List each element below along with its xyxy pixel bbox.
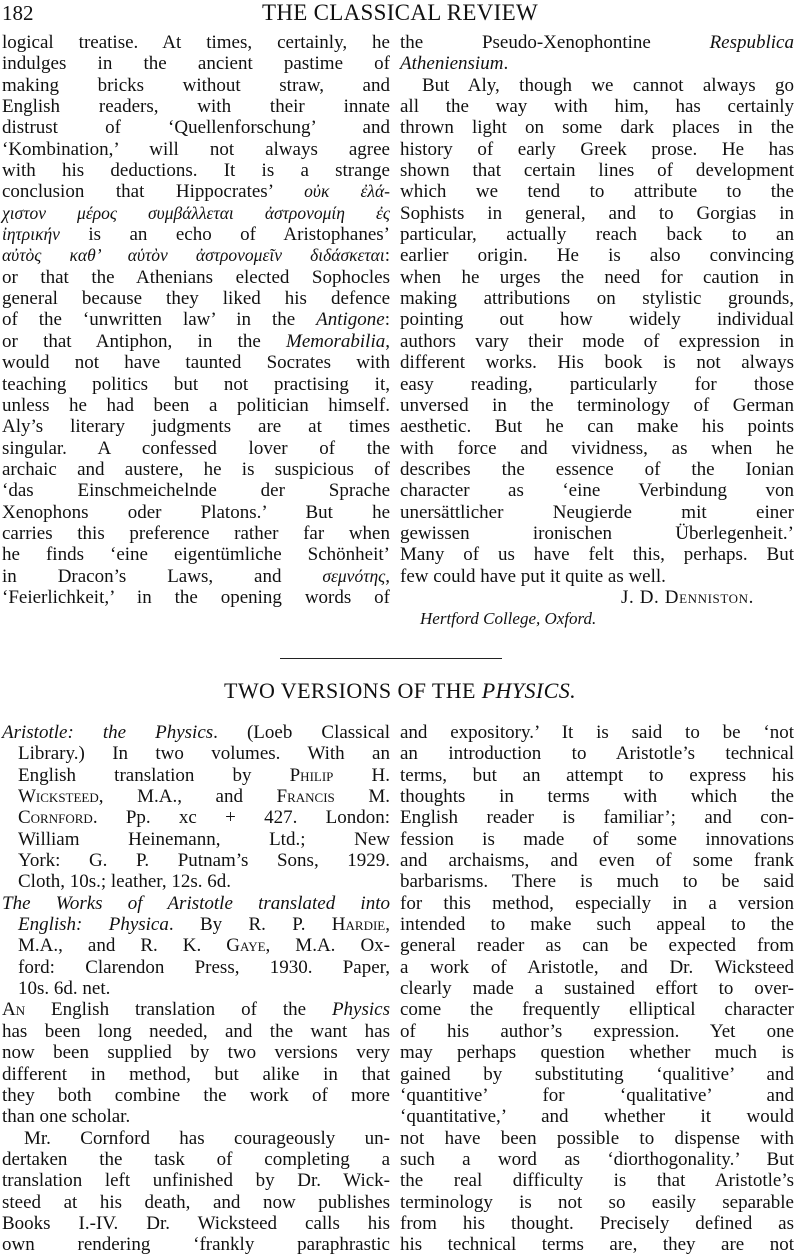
text-run: thrown light on some dark places in the xyxy=(400,117,794,139)
text-line xyxy=(2,309,390,330)
text-run: general because they liked his defence xyxy=(2,288,390,310)
text-line xyxy=(2,267,390,288)
bib-block xyxy=(2,722,390,893)
text-line xyxy=(2,1064,390,1085)
italic-text: Memorabilia xyxy=(286,330,386,352)
text-line xyxy=(2,1085,390,1106)
text-run: Library.) In two volumes. With an xyxy=(18,743,390,765)
text-run: dertaken the task of completing a xyxy=(2,1148,390,1170)
text-line xyxy=(2,871,390,892)
section-divider xyxy=(280,658,502,659)
text-run: . Pp. xc + 427. London: xyxy=(92,807,390,829)
greek-quotation: χιστον μέρος συμβάλλεται ἀστρονομίη ἐς xyxy=(2,202,390,223)
text-run: may perhaps question whether much is xyxy=(400,1042,794,1064)
text-line xyxy=(2,722,390,743)
flush-block xyxy=(2,32,390,608)
text-line xyxy=(2,893,390,914)
text-run: character as ‘eine Verbindung von xyxy=(400,480,794,502)
text-run: easy reading, particularly for those xyxy=(400,373,794,395)
text-run: . By R. P. xyxy=(168,914,332,936)
bottom-right-column xyxy=(400,722,794,1256)
text-line xyxy=(400,786,794,807)
text-run: history of early Greek prose. He has xyxy=(400,138,794,160)
text-run: English reader is familiar’; and con- xyxy=(400,807,794,829)
text-run: earlier origin. He is also convincing xyxy=(400,245,794,267)
text-run: making attributions on stylistic grounds, xyxy=(400,288,794,310)
text-run: teaching politics but not practising it, xyxy=(2,373,390,395)
text-line xyxy=(400,587,794,608)
text-line xyxy=(400,1192,794,1213)
text-run: own rendering ‘frankly paraphrastic xyxy=(2,1234,390,1256)
text-run: the Pseudo-Xenophontine xyxy=(400,32,710,53)
text-run: unersättlicher Neugierde mit einer xyxy=(400,501,794,523)
text-line xyxy=(2,96,390,117)
greek-quotation: οὐκ ἐλά- xyxy=(304,181,390,202)
text-run: English translation of the xyxy=(25,999,332,1021)
text-run: , M.A. Ox- xyxy=(265,935,390,957)
text-run: ‘das Einschmeichelnde der Sprache xyxy=(2,480,390,502)
text-run: logical treatise. At times, certainly, he xyxy=(2,32,390,53)
text-line xyxy=(400,1149,794,1170)
text-line xyxy=(2,459,390,480)
text-run: indulges in the ancient pastime of xyxy=(2,53,390,75)
text-line xyxy=(2,75,390,96)
greek-quotation: αὐτὸς καθ’ αὑτὸν ἀστρονομεῖν διδάσκεται xyxy=(2,245,385,266)
bib-block xyxy=(2,893,390,1000)
text-line xyxy=(400,331,794,352)
text-line xyxy=(2,117,390,138)
text-line xyxy=(400,608,794,629)
text-line xyxy=(400,502,794,523)
text-run: a work of Aristotle, and Dr. Wicksteed xyxy=(400,956,794,978)
text-line xyxy=(400,1128,794,1149)
text-run: English translation by xyxy=(18,764,290,786)
text-line xyxy=(2,224,390,245)
italic-text: English: Physica xyxy=(18,914,169,936)
text-line xyxy=(400,139,794,160)
text-run: fession is made of some innovations xyxy=(400,828,794,850)
text-run: all the way with him, has certainly xyxy=(400,96,794,118)
text-line xyxy=(2,807,390,828)
text-run: different works. His book is not always xyxy=(400,352,794,374)
text-run: carries this preference rather far when xyxy=(2,522,390,544)
page-number: 182 xyxy=(2,1,34,25)
text-line xyxy=(2,850,390,871)
text-line xyxy=(400,96,794,117)
text-run: steed at his death, and now publishes xyxy=(2,1191,390,1213)
text-line xyxy=(400,1085,794,1106)
text-run: archaic and austere, he is suspicious of xyxy=(2,458,390,480)
text-run: conclusion that Hippocrates’ xyxy=(2,181,305,203)
text-line xyxy=(400,1042,794,1063)
text-run: ‘Feierlichkeit,’ in the opening words of xyxy=(2,586,390,608)
text-line xyxy=(400,181,794,202)
text-run: would not have taunted Socrates with xyxy=(2,352,390,374)
text-run: distrust of ‘Quellenforschung’ and xyxy=(2,117,390,139)
text-run: York: G. P. Putnam’s Sons, 1929. xyxy=(18,850,390,872)
text-line xyxy=(2,395,390,416)
text-run: general reader as can be expected from xyxy=(400,935,794,957)
text-line xyxy=(2,203,390,224)
text-run: H. xyxy=(333,764,390,786)
text-line xyxy=(2,1170,390,1191)
text-run: terms, but an attempt to express his xyxy=(400,764,794,786)
text-run: , xyxy=(385,565,390,587)
text-line xyxy=(2,914,390,935)
text-line xyxy=(400,395,794,416)
greek-quotation: ἰητρικήν xyxy=(2,224,60,245)
text-line xyxy=(2,1149,390,1170)
text-line xyxy=(2,786,390,807)
text-line xyxy=(400,203,794,224)
text-run: of the ‘unwritten law’ in the xyxy=(2,309,317,331)
text-run: . (Loeb Classical xyxy=(213,722,390,743)
text-line xyxy=(400,245,794,266)
text-line xyxy=(400,544,794,565)
italic-text: Atheniensium xyxy=(400,53,504,75)
text-run: : xyxy=(384,245,390,267)
text-line xyxy=(400,288,794,309)
text-line xyxy=(2,1192,390,1213)
text-run: Hertford College, Oxford. xyxy=(420,609,597,629)
text-line xyxy=(2,181,390,202)
text-run: he finds ‘eine eigentümliche Schönheit’ xyxy=(2,544,390,566)
text-line xyxy=(400,438,794,459)
top-left-column xyxy=(2,32,390,608)
text-run: Cloth, 10s.; leather, 12s. 6d. xyxy=(18,871,231,893)
text-line xyxy=(2,999,390,1020)
text-line xyxy=(400,935,794,956)
text-run: terminology is not so easily separable xyxy=(400,1191,794,1213)
text-run: than one scholar. xyxy=(2,1106,131,1128)
text-line xyxy=(2,935,390,956)
text-line xyxy=(2,416,390,437)
text-line xyxy=(400,1170,794,1191)
text-line xyxy=(2,1213,390,1234)
italic-text: Physics xyxy=(331,999,390,1021)
bottom-left-column xyxy=(2,722,390,1256)
text-line xyxy=(400,352,794,373)
text-line xyxy=(2,245,390,266)
affiliation-block xyxy=(400,608,794,629)
section-title-text: TWO VERSIONS OF THE xyxy=(223,678,482,703)
text-run: Books I.-IV. Dr. Wicksteed calls his xyxy=(2,1212,390,1234)
text-line xyxy=(2,160,390,181)
text-line xyxy=(2,139,390,160)
text-run: M.A., and R. K. xyxy=(18,935,227,957)
text-run: of his author’s expression. Yet one xyxy=(400,1020,794,1042)
text-run: M. xyxy=(334,786,390,808)
text-line xyxy=(400,459,794,480)
italic-text: Aristotle: the Physics xyxy=(2,722,214,743)
text-run: particular, actually reach back to an xyxy=(400,224,794,246)
text-line xyxy=(2,765,390,786)
small-caps-name: Wicksteed xyxy=(18,786,99,808)
text-line xyxy=(400,1234,794,1255)
top-right-column xyxy=(400,32,794,630)
text-line xyxy=(400,1021,794,1042)
text-line xyxy=(400,978,794,999)
flush-block xyxy=(400,32,794,75)
text-line xyxy=(400,480,794,501)
text-run: gewissen ironischen Überlegenheit.’ xyxy=(400,522,794,544)
text-run: Mr. Cornford has courageously un- xyxy=(24,1127,390,1149)
text-line xyxy=(2,352,390,373)
text-line xyxy=(2,1042,390,1063)
text-run: such a word as ‘diorthogonality.’ But xyxy=(400,1148,794,1170)
text-line xyxy=(400,765,794,786)
text-run: translation left unfinished by Dr. Wick- xyxy=(2,1170,390,1192)
text-run: not have been possible to dispense with xyxy=(400,1127,794,1149)
text-line xyxy=(2,743,390,764)
small-caps-name: Cornford xyxy=(18,807,93,829)
text-line xyxy=(2,438,390,459)
text-line xyxy=(400,807,794,828)
text-run: Sophists in general, and to Gorgias in xyxy=(400,202,794,224)
text-run: when he urges the need for caution in xyxy=(400,266,794,288)
text-line xyxy=(400,224,794,245)
italic-text: Antigone xyxy=(316,309,385,331)
text-line xyxy=(2,978,390,999)
text-line xyxy=(400,75,794,96)
text-line xyxy=(400,160,794,181)
text-run: now been supplied by two versions very xyxy=(2,1042,390,1064)
text-line xyxy=(2,544,390,565)
text-line xyxy=(2,480,390,501)
text-line xyxy=(400,829,794,850)
text-line xyxy=(400,1213,794,1234)
text-line xyxy=(400,267,794,288)
text-run: and archaisms, and even of some frank xyxy=(400,850,794,872)
text-run: come the frequently elliptical character xyxy=(400,999,794,1021)
text-run: ford: Clarendon Press, 1930. Paper, xyxy=(18,956,390,978)
text-run: barbarisms. There is much to be said xyxy=(400,871,794,893)
text-run: , M.A., and xyxy=(98,786,277,808)
text-run: ‘Kombination,’ will not always agree xyxy=(2,138,390,160)
text-run: ‘quantitive’ for ‘qualitative’ and xyxy=(400,1084,794,1106)
text-run: ‘quantitative,’ and whether it would xyxy=(400,1106,794,1128)
text-line xyxy=(400,850,794,871)
text-run: gained by substituting ‘qualitive’ and xyxy=(400,1063,794,1085)
text-run: singular. A confessed lover of the xyxy=(2,437,390,459)
text-line xyxy=(400,914,794,935)
small-caps-name: Francis xyxy=(276,786,335,808)
text-run: Many of us have felt this, perhaps. But xyxy=(400,544,794,566)
text-line xyxy=(2,957,390,978)
small-caps-name: Philip xyxy=(289,764,334,786)
para-block xyxy=(400,75,794,587)
text-run: making bricks without straw, and xyxy=(2,74,390,96)
text-run: which we tend to attribute to the xyxy=(400,181,794,203)
text-line xyxy=(2,829,390,850)
text-run: different in method, but alike in that xyxy=(2,1063,390,1085)
text-line xyxy=(2,374,390,395)
small-caps-name: Gaye xyxy=(226,935,266,957)
text-run: unless he had been a politician himself. xyxy=(2,394,390,416)
text-line xyxy=(400,117,794,138)
text-run: few could have put it quite as well. xyxy=(400,565,666,587)
text-run: has been long needed, and the want has xyxy=(2,1020,390,1042)
text-line xyxy=(400,53,794,74)
text-run: describes the essence of the Ionian xyxy=(400,458,794,480)
greek-quotation: σεμνότης xyxy=(322,565,386,586)
text-line xyxy=(400,416,794,437)
small-caps-name: An xyxy=(2,999,26,1021)
text-line xyxy=(2,1234,390,1255)
text-line xyxy=(400,871,794,892)
text-line xyxy=(2,53,390,74)
text-run: they both combine the work of more xyxy=(2,1084,390,1106)
text-run: for this method, especially in a version xyxy=(400,892,794,914)
running-header-title: THE CLASSICAL REVIEW xyxy=(261,0,538,25)
text-run: and expository.’ It is said to be ‘not xyxy=(400,722,794,743)
text-line xyxy=(2,566,390,587)
text-run: pointing out how widely individual xyxy=(400,309,794,331)
flush-block xyxy=(2,999,390,1127)
text-run: with his deductions. It is a strange xyxy=(2,160,390,182)
text-line xyxy=(2,331,390,352)
para-block xyxy=(2,1128,390,1256)
text-run: is an echo of Aristophanes’ xyxy=(59,224,390,246)
italic-text: The Works of Aristotle translated into xyxy=(2,892,390,914)
text-run: intended to make such appeal to the xyxy=(400,914,794,936)
text-line xyxy=(2,288,390,309)
section-title-italic: PHYSICS. xyxy=(481,678,577,703)
text-line xyxy=(400,999,794,1020)
flush-block xyxy=(400,722,794,1256)
text-line xyxy=(400,1106,794,1127)
text-line xyxy=(400,566,794,587)
text-run: aesthetic. But he can make his points xyxy=(400,416,794,438)
text-line xyxy=(400,893,794,914)
text-run: shown that certain lines of development xyxy=(400,160,794,182)
small-caps-name: Hardie xyxy=(331,914,386,936)
text-run: unversed in the terminology of German xyxy=(400,394,794,416)
text-line xyxy=(2,32,390,53)
text-run: 10s. 6d. net. xyxy=(18,978,111,1000)
text-run: or that Antiphon, in the xyxy=(2,330,287,352)
text-line xyxy=(400,1064,794,1085)
text-run: J. D. Denniston. xyxy=(621,586,754,608)
text-line xyxy=(2,523,390,544)
text-run: , xyxy=(385,914,390,936)
text-run: his technical terms are, they are not xyxy=(400,1234,794,1256)
text-run: William Heinemann, Ltd.; New xyxy=(18,828,390,850)
section-title xyxy=(0,678,800,704)
text-line xyxy=(2,1021,390,1042)
text-run: , xyxy=(385,330,390,352)
text-run: or that the Athenians elected Sophocles xyxy=(2,266,390,288)
text-run: in Dracon’s Laws, and xyxy=(2,565,323,587)
text-run: Aly’s literary judgments are at times xyxy=(2,416,390,438)
text-line xyxy=(400,743,794,764)
text-run: : xyxy=(384,309,390,331)
text-run: English readers, with their innate xyxy=(2,96,390,118)
text-line xyxy=(400,523,794,544)
text-line xyxy=(400,957,794,978)
text-run: from his thought. Precisely defined as xyxy=(400,1212,794,1234)
text-run: the real difficulty is that Aristotle’s xyxy=(400,1170,794,1192)
text-line xyxy=(400,309,794,330)
text-run: thoughts in terms with which the xyxy=(400,786,794,808)
text-line xyxy=(2,502,390,523)
text-line xyxy=(400,374,794,395)
text-run: clearly made a sustained effort to over- xyxy=(400,978,794,1000)
italic-text: Respublica xyxy=(709,32,794,53)
signature-block xyxy=(400,587,794,608)
text-line xyxy=(2,1128,390,1149)
text-line xyxy=(2,587,390,608)
text-run: an introduction to Aristotle’s technical xyxy=(400,743,794,765)
text-run: authors vary their mode of expression in xyxy=(400,330,794,352)
text-run: . xyxy=(503,53,509,75)
text-run: Xenophons oder Platons.’ But he xyxy=(2,501,390,523)
text-run: But Aly, though we cannot always go xyxy=(422,74,794,96)
text-run: with force and vividness, as when he xyxy=(400,437,794,459)
text-line xyxy=(400,722,794,743)
text-line xyxy=(2,1106,390,1127)
text-line xyxy=(400,32,794,53)
